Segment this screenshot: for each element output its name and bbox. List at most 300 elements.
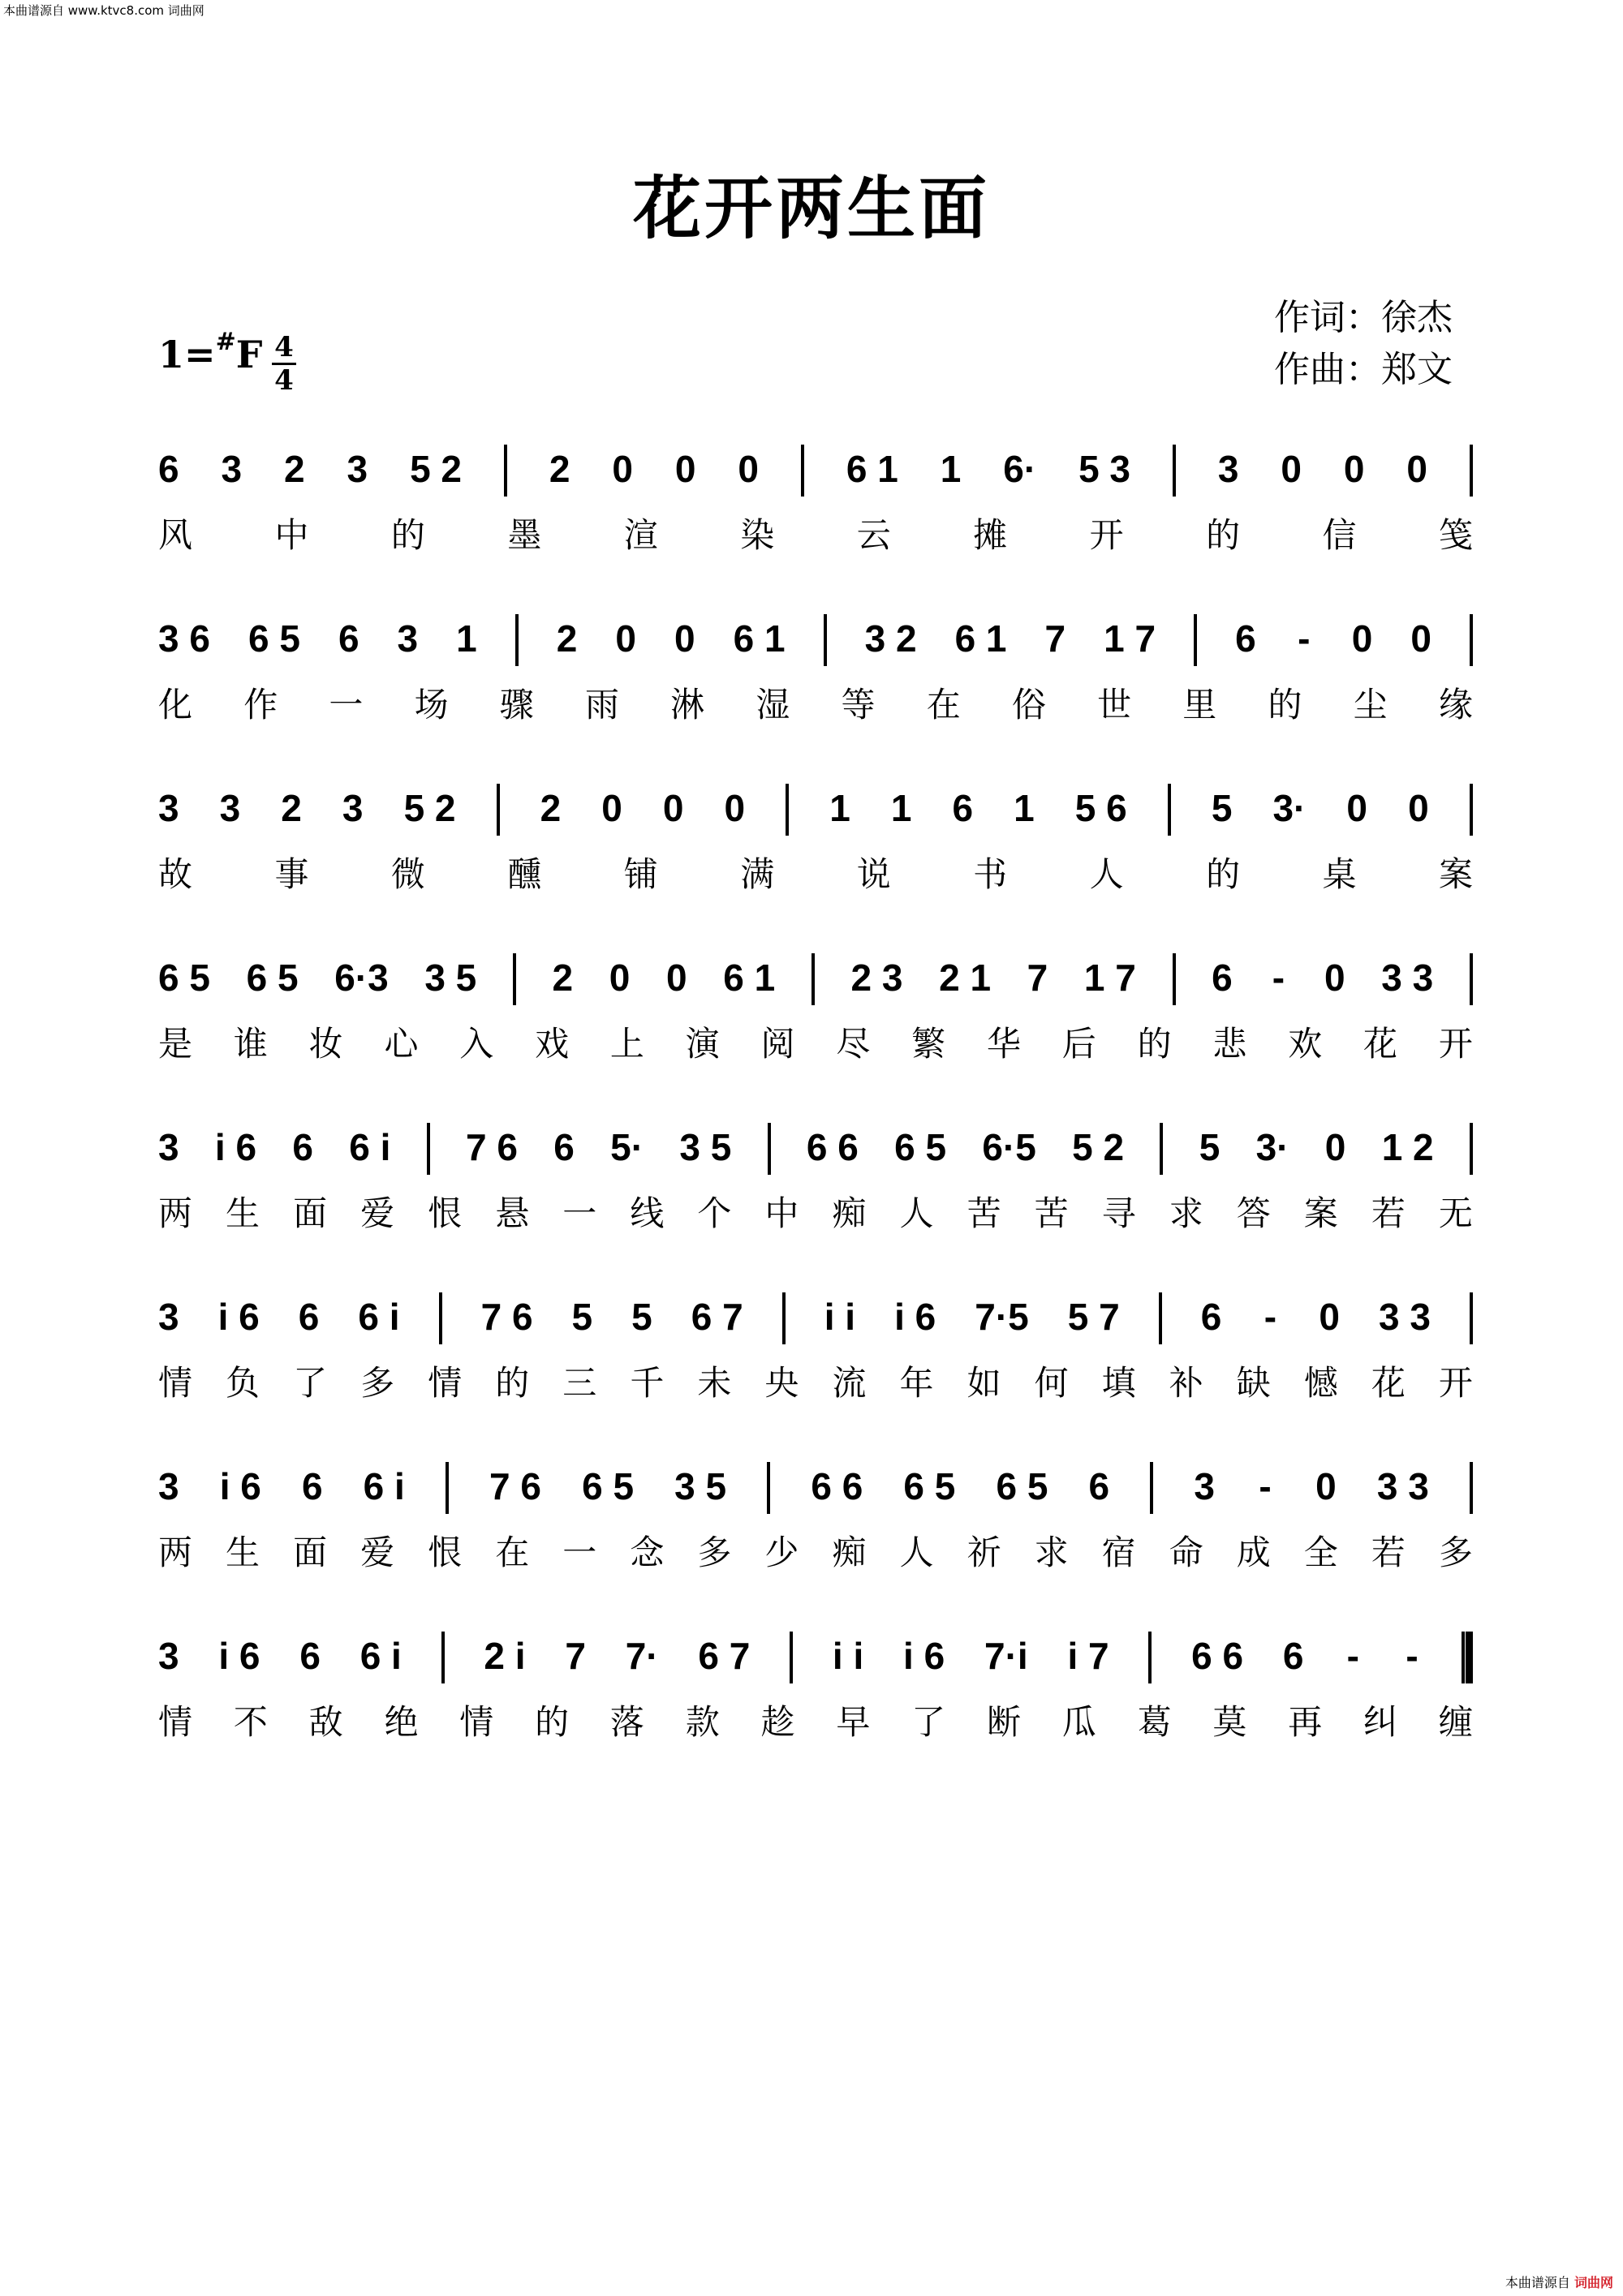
final-barline [1462, 1632, 1473, 1683]
barline [504, 445, 507, 497]
note: 6 i [363, 1465, 405, 1507]
note: 0 [1351, 617, 1373, 660]
note: 3 [158, 1296, 179, 1338]
note: - [1346, 1635, 1359, 1677]
note: 2 [284, 448, 305, 490]
lyric-char: 趁 [760, 1702, 795, 1742]
note: 1 [1014, 787, 1035, 829]
note: - [1272, 957, 1285, 999]
lyric-char: 后 [1061, 1024, 1096, 1064]
note-line [158, 1462, 1473, 1540]
note: 0 [615, 617, 636, 660]
lyric-char: 寻 [1101, 1193, 1136, 1233]
note-line [158, 784, 1473, 862]
lyric-char: 谁 [233, 1024, 268, 1064]
note: - [1264, 1296, 1277, 1338]
note: 6 1 [954, 617, 1007, 660]
lyric-char: 入 [459, 1024, 494, 1064]
barline [1470, 1292, 1473, 1344]
note: - [1298, 617, 1311, 660]
lyric-char: 早 [836, 1702, 871, 1742]
lyric-char: 线 [630, 1193, 665, 1233]
lyric-char: 再 [1288, 1702, 1323, 1742]
lyric-char: 中 [764, 1193, 799, 1233]
barline [1148, 1632, 1152, 1683]
note: i 6 [218, 1635, 260, 1677]
note: 0 [738, 448, 759, 490]
lyric-char: 上 [609, 1024, 644, 1064]
lyric-char: 若 [1371, 1533, 1406, 1572]
note: 6 i [359, 1635, 402, 1677]
note: 6 [1200, 1296, 1222, 1338]
note: 6 [1235, 617, 1256, 660]
footer-watermark [1505, 2272, 1613, 2291]
lyric-char: 在 [926, 685, 961, 724]
note: 5 [1211, 787, 1233, 829]
lyric-char: 悬 [495, 1193, 530, 1233]
lyric-char: 爱 [360, 1193, 395, 1233]
note: 3 5 [424, 957, 477, 999]
lyric-char: 摊 [973, 515, 1008, 555]
note: 7·5 [975, 1296, 1029, 1338]
lyric-char: 面 [293, 1533, 328, 1572]
barline [441, 1632, 445, 1683]
lyric-char: 在 [495, 1533, 530, 1572]
barline [497, 784, 500, 836]
lyric-line [158, 513, 1473, 561]
note: 6·5 [982, 1126, 1036, 1168]
note: 3· [1255, 1126, 1289, 1168]
lyric-char: 恨 [428, 1533, 463, 1572]
note: 6 [952, 787, 974, 829]
lyric-line [158, 1021, 1473, 1070]
barline [446, 1462, 449, 1514]
composer-credit: 作曲：郑文 [1274, 349, 1453, 390]
lyricist-credit: 作词：徐杰 [1274, 297, 1453, 338]
barline [439, 1292, 442, 1344]
lyric-char: 痴 [832, 1193, 867, 1233]
lyric-char: 骤 [499, 685, 534, 724]
note: 6 7 [691, 1296, 743, 1338]
lyric-char: 笺 [1438, 515, 1473, 555]
lyric-char: 一 [562, 1193, 597, 1233]
score-row [0, 1462, 1623, 1624]
note: 0 [1324, 957, 1345, 999]
lyric-char: 何 [1034, 1363, 1069, 1403]
lyric-char: 命 [1169, 1533, 1203, 1572]
note: 0 [612, 448, 633, 490]
note: 6 [553, 1126, 575, 1168]
note: 1 [890, 787, 912, 829]
lyric-char: 说 [856, 854, 891, 894]
lyric-char: 演 [685, 1024, 720, 1064]
note: 3 [158, 1635, 179, 1677]
lyric-char: 缠 [1438, 1702, 1473, 1742]
lyric-char: 墨 [507, 515, 542, 555]
lyric-char: 案 [1303, 1193, 1338, 1233]
note: 5 2 [403, 787, 456, 829]
lyric-char: 情 [428, 1363, 463, 1403]
note: 5 [1199, 1126, 1220, 1168]
note: 3 [342, 787, 364, 829]
lyric-char: 开 [1438, 1024, 1473, 1064]
note: 5 7 [1067, 1296, 1120, 1338]
barline [1470, 1462, 1473, 1514]
lyric-char: 的 [535, 1702, 570, 1742]
note: 5· [610, 1126, 644, 1168]
note: 6 1 [733, 617, 786, 660]
note: 7 6 [465, 1126, 518, 1168]
note: 0 [666, 957, 687, 999]
lyric-line [158, 682, 1473, 731]
note: 0 [724, 787, 746, 829]
lyric-line [158, 1530, 1473, 1579]
lyric-char: 未 [697, 1363, 732, 1403]
lyric-char: 痴 [832, 1533, 867, 1572]
barline [767, 1462, 770, 1514]
note: 7 [1044, 617, 1066, 660]
lyric-char: 等 [841, 685, 876, 724]
note-line [158, 1123, 1473, 1201]
barline [1173, 445, 1176, 497]
lyric-char: 化 [158, 685, 193, 724]
lyric-char: 两 [158, 1193, 193, 1233]
barline [824, 614, 827, 666]
lyric-char: 事 [274, 854, 309, 894]
note: 6· [1003, 448, 1037, 490]
note: i 7 [1067, 1635, 1109, 1677]
note: 5 3 [1078, 448, 1131, 490]
note: 3 [1194, 1465, 1215, 1507]
lyric-char: 宿 [1101, 1533, 1136, 1572]
note: 0 [1343, 448, 1365, 490]
song-title: 花开两生面 [632, 169, 990, 248]
time-top: 4 [274, 331, 294, 363]
lyric-char: 恨 [428, 1193, 463, 1233]
note: i 6 [219, 1465, 261, 1507]
lyric-char: 苦 [966, 1193, 1001, 1233]
note-line [158, 1632, 1473, 1709]
barline [801, 445, 804, 497]
lyric-char: 尘 [1353, 685, 1388, 724]
lyric-char: 世 [1097, 685, 1132, 724]
lyric-char: 千 [630, 1363, 665, 1403]
note: 3 2 [864, 617, 917, 660]
lyric-char: 求 [1034, 1533, 1069, 1572]
note: 3 [1217, 448, 1239, 490]
note: 3 [158, 787, 179, 829]
note: 2 [556, 617, 578, 660]
barline [1150, 1462, 1153, 1514]
note: 6 [301, 1465, 323, 1507]
lyric-char: 求 [1169, 1193, 1203, 1233]
note: 1 7 [1083, 957, 1136, 999]
note: 6 5 [246, 957, 299, 999]
lyric-char: 了 [911, 1702, 946, 1742]
lyric-char: 缺 [1236, 1363, 1271, 1403]
barline [782, 1292, 786, 1344]
note: i 6 [903, 1635, 945, 1677]
score-row [0, 1123, 1623, 1285]
note: 6 [338, 617, 359, 660]
lyric-char: 多 [1438, 1533, 1473, 1572]
note: 6 [299, 1635, 321, 1677]
lyric-char: 如 [966, 1363, 1001, 1403]
note: 0 [1406, 448, 1427, 490]
barline [1470, 953, 1473, 1005]
lyric-char: 尽 [836, 1024, 871, 1064]
lyric-char: 的 [1206, 515, 1241, 555]
note: 3 [219, 787, 241, 829]
lyric-char: 淋 [670, 685, 705, 724]
lyric-char: 雨 [584, 685, 619, 724]
lyric-char: 欢 [1288, 1024, 1323, 1064]
key-prefix: 1= [158, 333, 216, 376]
score-row [0, 1292, 1623, 1455]
lyric-char: 的 [495, 1363, 530, 1403]
source-watermark: 本曲谱源自 www.ktvc8.com 词曲网 [3, 3, 204, 18]
note: 3 5 [674, 1465, 727, 1507]
lyric-char: 桌 [1322, 854, 1357, 894]
lyric-char: 莫 [1212, 1702, 1247, 1742]
note: 2 i [484, 1635, 526, 1677]
score-row [0, 953, 1623, 1116]
note: 3 6 [158, 617, 210, 660]
note: 1 7 [1104, 617, 1156, 660]
note: i 6 [214, 1126, 257, 1168]
note: 0 [609, 957, 631, 999]
lyric-char: 场 [414, 685, 449, 724]
barline [1470, 614, 1473, 666]
lyric-char: 不 [233, 1702, 268, 1742]
lyric-char: 情 [158, 1363, 193, 1403]
note-line [158, 1292, 1473, 1370]
lyric-char: 是 [158, 1024, 193, 1064]
note: 5 6 [1074, 787, 1127, 829]
lyric-char: 信 [1322, 515, 1357, 555]
time-signature [270, 333, 298, 395]
barline [786, 784, 789, 836]
note: i 6 [217, 1296, 260, 1338]
lyric-char: 全 [1303, 1533, 1338, 1572]
lyric-char: 花 [1363, 1024, 1398, 1064]
lyric-char: 断 [986, 1702, 1021, 1742]
lyric-char: 开 [1438, 1363, 1473, 1403]
note: 7·i [984, 1635, 1028, 1677]
note: - [1259, 1465, 1272, 1507]
barline [1168, 784, 1171, 836]
lyric-char: 款 [685, 1702, 720, 1742]
note: 5 2 [1072, 1126, 1125, 1168]
lyric-char: 花 [1371, 1363, 1406, 1403]
barline [1173, 953, 1176, 1005]
lyric-char: 中 [274, 515, 309, 555]
lyric-char: 染 [740, 515, 775, 555]
key-signature [158, 328, 263, 376]
lyric-char: 妆 [308, 1024, 343, 1064]
lyric-char: 负 [226, 1363, 260, 1403]
note: 7· [625, 1635, 659, 1677]
credits [1274, 292, 1453, 396]
lyric-char: 满 [740, 854, 775, 894]
score-row [0, 614, 1623, 776]
note: - [1406, 1635, 1419, 1677]
lyric-char: 少 [764, 1533, 799, 1572]
lyric-char: 三 [562, 1363, 597, 1403]
lyric-char: 的 [1206, 854, 1241, 894]
barline [1470, 445, 1473, 497]
lyric-char: 补 [1169, 1363, 1203, 1403]
lyric-char: 敌 [308, 1702, 343, 1742]
note: 6 5 [894, 1126, 947, 1168]
note: 3 [397, 617, 419, 660]
barline [790, 1632, 793, 1683]
footer-source: 本曲谱源自 [1505, 2275, 1570, 2290]
note: 3 5 [679, 1126, 732, 1168]
barline [427, 1123, 430, 1175]
note: 6 5 [582, 1465, 635, 1507]
barline [1470, 784, 1473, 836]
lyric-char: 的 [390, 515, 425, 555]
lyric-char: 无 [1438, 1193, 1473, 1233]
lyric-char: 的 [1268, 685, 1302, 724]
note: 0 [674, 448, 696, 490]
note: 6 5 [903, 1465, 956, 1507]
barline [1159, 1292, 1162, 1344]
lyric-char: 的 [1137, 1024, 1172, 1064]
note: 0 [674, 617, 695, 660]
note: 7 [1027, 957, 1048, 999]
note: 3 [158, 1465, 179, 1507]
barline [1470, 1123, 1473, 1175]
note: 5 [631, 1296, 652, 1338]
lyric-char: 铺 [623, 854, 658, 894]
note: 0 [662, 787, 684, 829]
lyric-char: 葛 [1137, 1702, 1172, 1742]
time-bottom: 4 [274, 364, 294, 397]
note: 5 2 [410, 448, 463, 490]
lyric-char: 缘 [1438, 685, 1473, 724]
lyric-char: 开 [1089, 515, 1124, 555]
lyric-char: 瓜 [1061, 1702, 1096, 1742]
note: 1 [940, 448, 962, 490]
note: 6 6 [811, 1465, 863, 1507]
note: 2 [552, 957, 574, 999]
note-line [158, 614, 1473, 692]
lyric-line [158, 1191, 1473, 1240]
note: 2 [549, 448, 570, 490]
note: 6 6 [1191, 1635, 1244, 1677]
lyric-char: 阅 [760, 1024, 795, 1064]
note: 2 [281, 787, 302, 829]
note: 3 [158, 1126, 179, 1168]
lyric-char: 爱 [360, 1533, 395, 1572]
barline [1160, 1123, 1163, 1175]
lyric-char: 念 [630, 1533, 665, 1572]
lyric-char: 个 [697, 1193, 732, 1233]
note: 0 [1324, 1126, 1346, 1168]
note: 6 [298, 1296, 320, 1338]
lyric-char: 人 [899, 1533, 934, 1572]
note: 6 [1088, 1465, 1110, 1507]
lyric-char: 渲 [623, 515, 658, 555]
note: 6 [1212, 957, 1233, 999]
note: 6 [158, 448, 179, 490]
lyric-char: 醺 [507, 854, 542, 894]
lyric-char: 戏 [535, 1024, 570, 1064]
lyric-char: 风 [158, 515, 193, 555]
note: 6 7 [698, 1635, 751, 1677]
lyric-char: 情 [459, 1702, 494, 1742]
lyric-char: 一 [329, 685, 364, 724]
note: 7 [565, 1635, 586, 1677]
note: 6 [292, 1126, 313, 1168]
lyric-line [158, 852, 1473, 901]
note: 6 6 [806, 1126, 859, 1168]
note: 3 3 [1379, 1296, 1431, 1338]
lyric-char: 了 [293, 1363, 328, 1403]
lyric-char: 填 [1101, 1363, 1136, 1403]
lyric-char: 华 [986, 1024, 1021, 1064]
lyric-char: 人 [899, 1193, 934, 1233]
lyric-char: 祈 [966, 1533, 1001, 1572]
lyric-char: 流 [832, 1363, 867, 1403]
note: 1 2 [1381, 1126, 1434, 1168]
note: 0 [1315, 1465, 1337, 1507]
note: 3 3 [1376, 1465, 1429, 1507]
barline [513, 953, 516, 1005]
note: 0 [601, 787, 622, 829]
note: 6 1 [846, 448, 898, 490]
note: 2 1 [939, 957, 992, 999]
lyric-char: 湿 [756, 685, 790, 724]
lyric-char: 成 [1236, 1533, 1271, 1572]
lyric-char: 生 [226, 1193, 260, 1233]
lyric-char: 央 [764, 1363, 799, 1403]
lyric-char: 心 [384, 1024, 419, 1064]
note: 6 5 [248, 617, 300, 660]
sharp-sign: # [215, 328, 236, 356]
lyric-char: 答 [1236, 1193, 1271, 1233]
lyric-char: 人 [1089, 854, 1124, 894]
barline [1194, 614, 1197, 666]
lyric-char: 书 [973, 854, 1008, 894]
note: 3 3 [1381, 957, 1434, 999]
note: 3 [221, 448, 243, 490]
note: 1 [456, 617, 477, 660]
lyric-char: 面 [293, 1193, 328, 1233]
lyric-char: 纠 [1363, 1702, 1398, 1742]
note: 3 [347, 448, 368, 490]
score-row [0, 1632, 1623, 1794]
note: 0 [1281, 448, 1302, 490]
note: i 6 [894, 1296, 936, 1338]
note: 0 [1410, 617, 1431, 660]
lyric-char: 繁 [911, 1024, 946, 1064]
note: 6 5 [158, 957, 210, 999]
note: 6·3 [334, 957, 389, 999]
note: 0 [1408, 787, 1429, 829]
lyric-char: 年 [899, 1363, 934, 1403]
barline [812, 953, 815, 1005]
lyric-char: 若 [1371, 1193, 1406, 1233]
note: i i [832, 1635, 864, 1677]
lyric-char: 故 [158, 854, 193, 894]
lyric-char: 作 [243, 685, 278, 724]
note-line [158, 445, 1473, 522]
note: 6 i [358, 1296, 400, 1338]
lyric-char: 案 [1438, 854, 1473, 894]
